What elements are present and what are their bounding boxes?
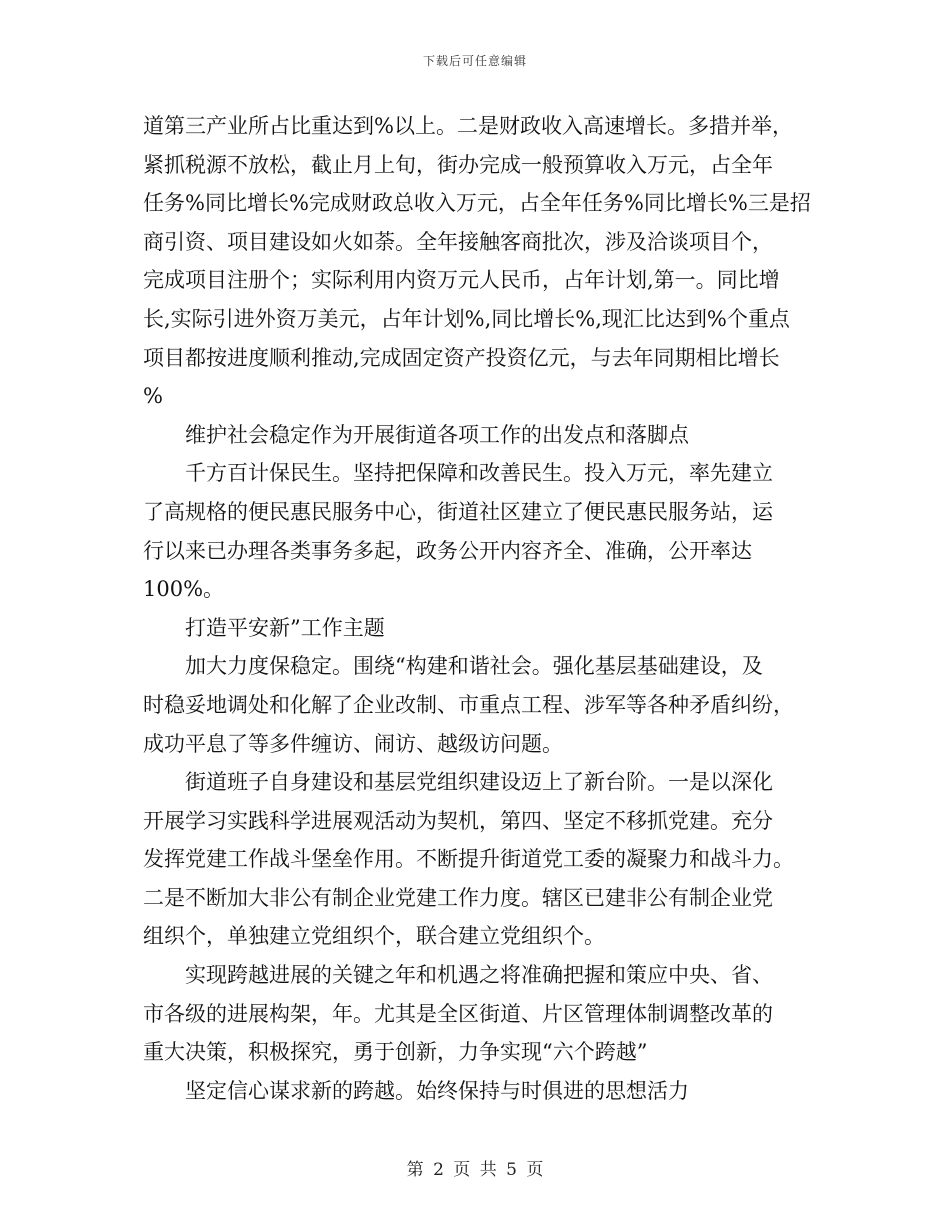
body-line: 二是不断加大非公有制企业党建工作力度。辖区已建非公有制企业党 bbox=[143, 885, 773, 910]
paragraph-first-line: 实现跨越进展的关键之年和机遇之将准确把握和策应中央、省、 bbox=[185, 963, 773, 988]
paragraph-first-line: 街道班子自身建设和基层党组织建设迈上了新台阶。一是以深化 bbox=[185, 770, 773, 795]
section-heading: 维护社会稳定作为开展街道各项工作的出发点和落脚点 bbox=[185, 422, 689, 447]
page-header: 下载后可任意编辑 bbox=[422, 54, 527, 68]
body-line: 开展学习实践科学进展观活动为契机，第四、坚定不移抓党建。充分 bbox=[143, 808, 773, 833]
body-line: 项目都按进度顺利推动,完成固定资产投资亿元，与去年同期相比增长 bbox=[143, 345, 780, 370]
body-line: 市各级的进展构架，年。尤其是全区街道、片区管理体制调整改革的 bbox=[143, 1001, 773, 1026]
body-line: 道第三产业所占比重达到%以上。二是财政收入高速增长。多措并举， bbox=[143, 114, 793, 138]
paragraph-first-line: 坚定信心谋求新的跨越。始终保持与时俱进的思想活力 bbox=[185, 1078, 689, 1103]
document-body bbox=[143, 107, 811, 1110]
page-number-footer: 第 2 页 共 5 页 bbox=[406, 1160, 544, 1180]
body-line: 长,实际引进外资万美元，占年计划%,同比增长%,现汇比达到%个重点 bbox=[143, 306, 790, 331]
body-line: 成功平息了等多件缠访、闹访、越级访问题。 bbox=[143, 731, 563, 756]
body-line: 完成项目注册个；实际利用内资万元人民币，占年计划,第一。同比增 bbox=[143, 268, 780, 293]
body-line: 组织个，单独建立党组织个，联合建立党组织个。 bbox=[143, 924, 605, 949]
body-line: 100%。 bbox=[143, 577, 225, 602]
body-line: 行以来已办理各类事务多起，政务公开内容齐全、准确，公开率达 bbox=[143, 538, 752, 563]
paragraph-first-line: 加大力度保稳定。围绕“构建和谐社会。强化基层基础建设，及 bbox=[185, 654, 763, 679]
body-line: 任务%同比增长%完成财政总收入万元，占全年任务%同比增长%三是招 bbox=[143, 191, 811, 216]
body-line: 紧抓税源不放松，截止月上旬，街办完成一般预算收入万元，占全年 bbox=[143, 152, 773, 177]
body-line: 时稳妥地调处和化解了企业改制、市重点工程、涉军等各种矛盾纠纷， bbox=[143, 692, 794, 717]
body-line: % bbox=[143, 384, 163, 409]
body-line: 商引资、项目建设如火如荼。全年接触客商批次，涉及洽谈项目个， bbox=[143, 229, 773, 254]
section-heading: 打造平安新”工作主题 bbox=[185, 615, 385, 640]
body-line: 重大决策，积极探究，勇于创新，力争实现“六个跨越” bbox=[143, 1040, 648, 1065]
body-line: 了高规格的便民惠民服务中心，街道社区建立了便民惠民服务站，运 bbox=[143, 499, 773, 524]
paragraph-first-line: 千方百计保民生。坚持把保障和改善民生。投入万元，率先建立 bbox=[185, 461, 773, 486]
body-line: 发挥党建工作战斗堡垒作用。不断提升街道党工委的凝聚力和战斗力。 bbox=[143, 847, 794, 872]
